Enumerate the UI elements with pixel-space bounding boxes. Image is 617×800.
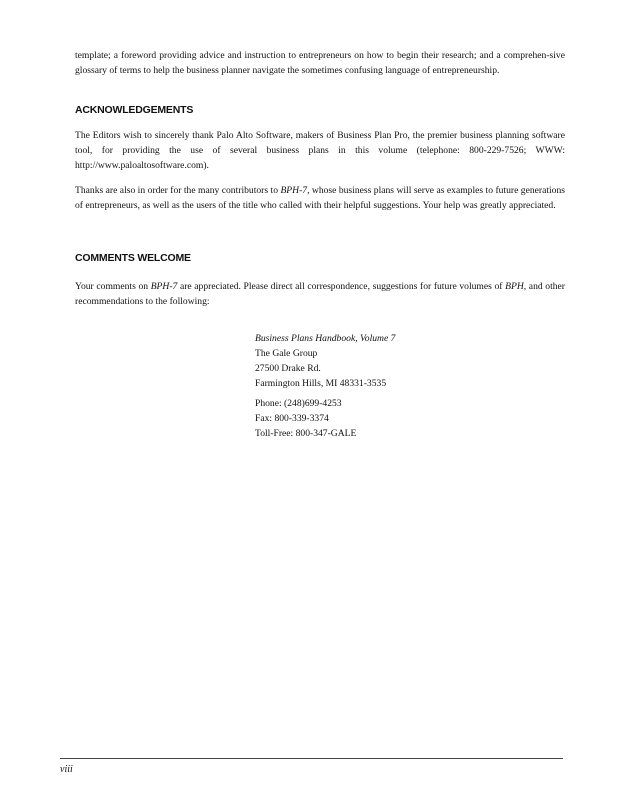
- intro-paragraph: template; a foreword providing advice and instruction to entrepreneurs on how to begin their research; and a comprehen-sive glossary of terms to help the business planner navigate the sometimes confusing language of entrepreneurship.: [75, 50, 565, 76]
- comments-italic-1: BPH-7: [150, 281, 178, 292]
- comments-italic-2: BPH: [505, 281, 524, 292]
- acknowledgements-p2-text-1: Thanks are also in order for the many contributors to: [75, 185, 281, 196]
- comments-text-1: Your comments on: [75, 281, 151, 292]
- page-number: viii: [60, 764, 73, 775]
- comments-heading: COMMENTS WELCOME: [75, 252, 191, 264]
- address-city: Farmington Hills, MI 48331-3535: [255, 378, 387, 389]
- mailing-address-block: [255, 331, 395, 391]
- contact-tollfree: Toll-Free: 800-347-GALE: [255, 428, 357, 439]
- comments-text-3: , and other recommendations to the following:: [75, 281, 566, 307]
- acknowledgements-p2-italic: BPH-7: [280, 185, 308, 196]
- address-organization: The Gale Group: [255, 348, 318, 359]
- acknowledgements-paragraph-1: The Editors wish to sincerely thank Palo Alto Software, makers of Business Plan Pro, the premier business planning software tool, for providing the use of several business plans in this volume (telephone: 800-229-7526; WWW: http://www.paloaltosoftware.com).: [75, 130, 565, 171]
- contact-fax: Fax: 800-339-3374: [255, 413, 329, 424]
- address-street: 27500 Drake Rd.: [255, 363, 321, 374]
- comments-text-2: are appreciated. Please direct all correspondence, suggestions for future volumes of: [177, 281, 506, 292]
- acknowledgements-paragraph-2: [75, 183, 565, 213]
- address-title-italic: Business Plans Handbook, Volume 7: [255, 333, 396, 344]
- acknowledgements-heading: ACKNOWLEDGEMENTS: [75, 104, 194, 116]
- contact-block: [255, 396, 356, 441]
- acknowledgements-p2-text-2: , whose business plans will serve as examples to future generations of entrepreneurs, as well as the users of the title who called with their helpful suggestions. Your help was greatly appreciated.: [75, 185, 565, 211]
- contact-phone: Phone: (248)699-4253: [255, 398, 342, 409]
- footer-divider: [60, 758, 563, 759]
- comments-paragraph: [75, 279, 565, 309]
- address-title: [255, 331, 395, 346]
